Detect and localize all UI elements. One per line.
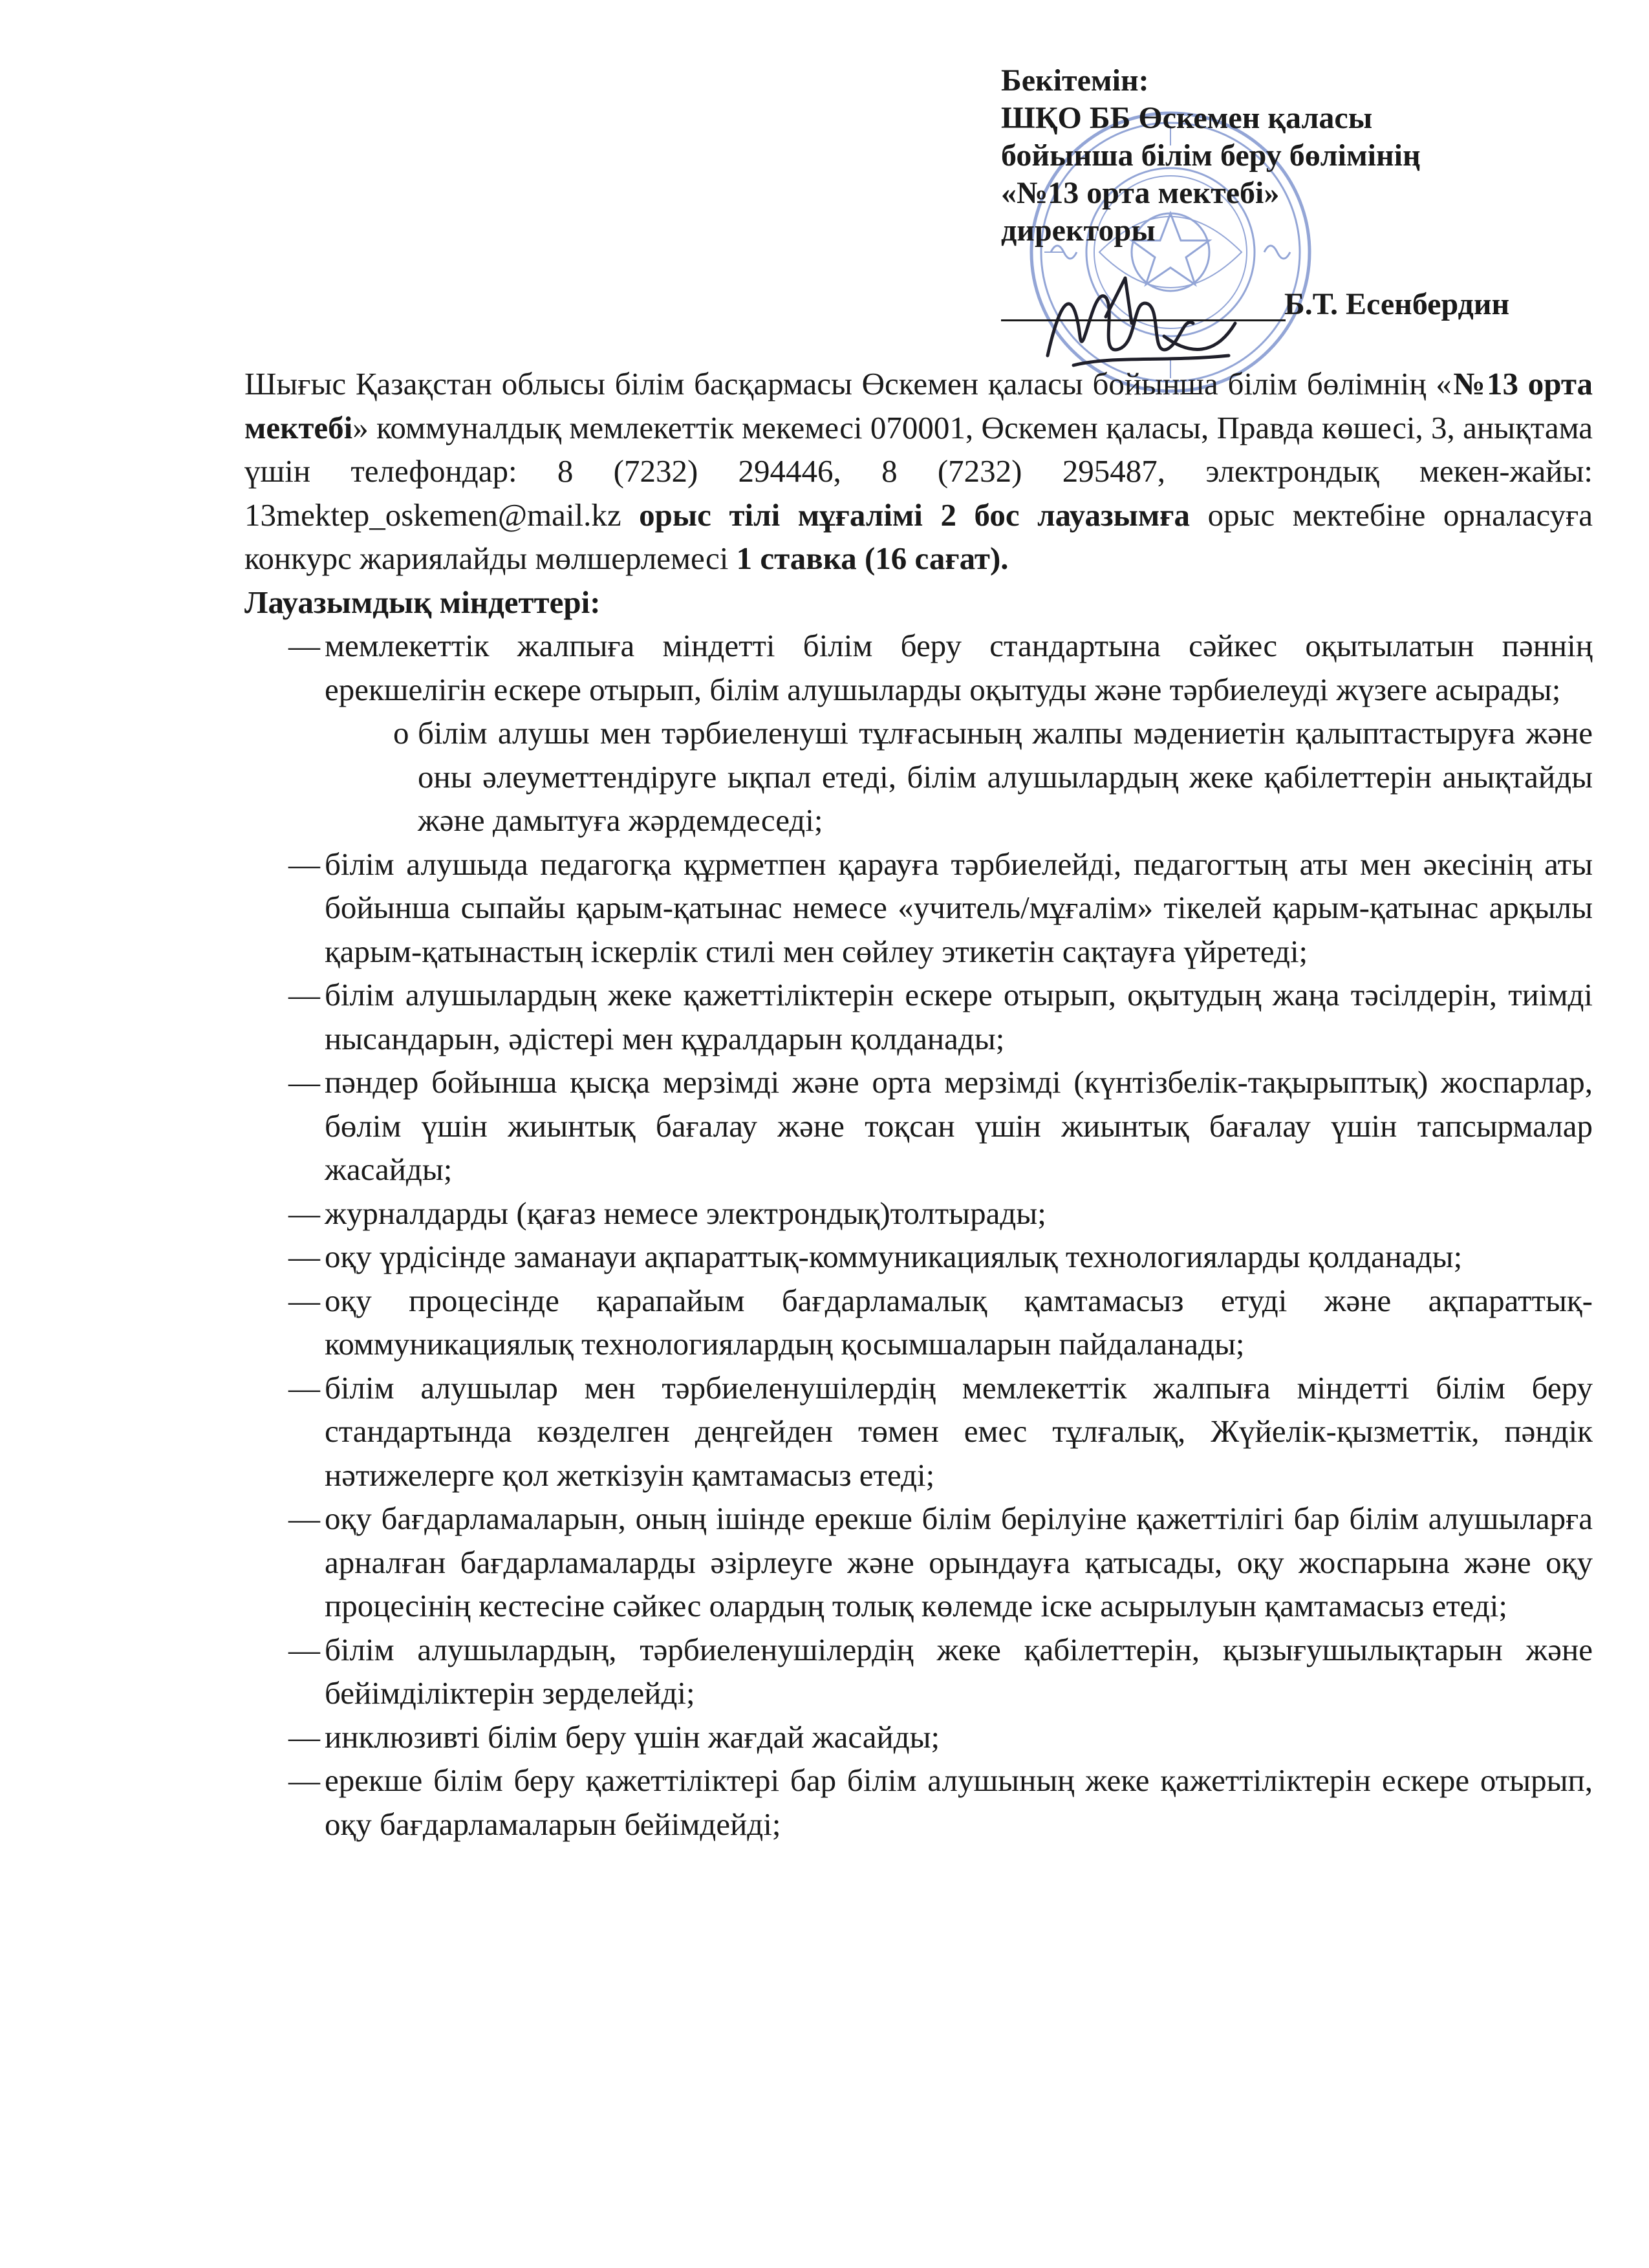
vacancy-position: орыс тілі мұғалімі 2 бос лауазымға xyxy=(639,497,1191,533)
dash-marker: — xyxy=(288,1064,320,1100)
approval-block xyxy=(1001,62,1583,250)
signer-name: Б.Т. Есенбердин xyxy=(1284,287,1510,321)
duty-text: білім алушылардың жеке қажеттіліктерін ескере отырып, оқытудың жаңа тәсілдерін, тиімді нысандарын, әдістері мен құралдарын қолданады; xyxy=(325,977,1593,1056)
intro-text: Шығыс Қазақстан облысы білім басқармасы Өскемен қаласы бойынша білім бөлімнің « xyxy=(244,366,1452,401)
duty-text: инклюзивті білім беру үшін жағдай жасайды; xyxy=(325,1718,940,1755)
duty-item xyxy=(244,1060,1593,1192)
announcement-paragraph xyxy=(244,362,1593,581)
duty-text: оқу процесінде қарапайым бағдарламалық қамтамасыз етуді және ақпараттық-коммуникациялық технологиялардың қосымшаларын пайдаланады; xyxy=(325,1282,1593,1362)
duty-item xyxy=(244,1497,1593,1628)
school-name: №13 орта мектебі xyxy=(244,366,1593,445)
approval-line: Бекітемін: xyxy=(1001,63,1149,98)
duty-text: оқу бағдарламаларын, оның ішінде ерекше білім берілуіне қажеттілігі бар білім алушыларға арналған бағдарламаларды әзірлеуге және орындауға қатысады, оқу жоспарына және оқу процесінің кестесіне сәйкес олардың толық көлемде іске асырылуын қамтамасыз етеді; xyxy=(325,1501,1593,1623)
intro-text: орыс мектебіне орналасуға конкурс жариялайды мөлшерлемесі xyxy=(244,497,1593,576)
approval-line: ШҚО ББ Өскемен қаласы xyxy=(1001,101,1373,135)
duty-item xyxy=(244,973,1593,1060)
duty-item xyxy=(244,1715,1593,1759)
duties-heading: Лауазымдық міндеттері: xyxy=(244,584,601,620)
dash-marker: — xyxy=(288,846,320,882)
duty-text: мемлекеттік жалпыға міндетті білім беру стандартына сәйкес оқытылатын пәннің ерекшелігін ескере отырып, білім алушыларды оқытуды және тәрбиелеуді жүзеге асырады; xyxy=(325,628,1593,707)
signature-row xyxy=(1001,286,1583,331)
approval-line: «№13 орта мектебі» xyxy=(1001,176,1280,210)
duty-text: білім алушылардың, тәрбиеленушілердің жеке қабілеттерін, қызығушылықтарын және бейімділіктерін зерделейді; xyxy=(325,1631,1593,1711)
duty-text: ерекше білім беру қажеттіліктері бар білім алушының жеке қажеттіліктерін ескере отырып, оқу бағдарламаларын бейімдейді; xyxy=(325,1762,1593,1842)
circle-bullet-marker: o xyxy=(393,715,409,751)
dash-marker: — xyxy=(288,1762,320,1798)
duty-item xyxy=(244,1235,1593,1279)
duty-text: білім алушы мен тәрбиеленуші тұлғасының жалпы мәдениетін қалыптастыруға және оны әлеуметтендіруге ықпал етеді, білім алушылардың жеке қабілеттерін анықтайды және дамытуға жәрдемдеседі; xyxy=(418,715,1593,838)
dash-marker: — xyxy=(288,977,320,1012)
duty-text: пәндер бойынша қысқа мерзімді және орта мерзімді (күнтізбелік-тақырыптық) жоспарлар, бөлім үшін жиынтық бағалау және тоқсан үшін жиынтық бағалау үшін тапсырмалар жасайды; xyxy=(325,1064,1593,1187)
duty-item xyxy=(244,1279,1593,1366)
dash-marker: — xyxy=(288,628,320,663)
dash-marker: — xyxy=(288,1718,320,1755)
duty-item xyxy=(244,711,1593,842)
dash-marker: — xyxy=(288,1369,320,1406)
dash-marker: — xyxy=(288,1501,320,1536)
approval-line: бойынша білім беру бөлімінің xyxy=(1001,138,1421,173)
duty-text: журналдарды (қағаз немесе электрондық)толтырады; xyxy=(325,1195,1046,1231)
duty-item xyxy=(244,1366,1593,1497)
signature-line xyxy=(1001,319,1286,321)
vacancy-rate: 1 ставка (16 сағат). xyxy=(736,540,1009,576)
document-body xyxy=(244,362,1593,1846)
duties-list xyxy=(244,624,1593,1846)
duty-item xyxy=(244,1628,1593,1715)
dash-marker: — xyxy=(288,1631,320,1667)
duty-item xyxy=(244,1192,1593,1236)
duty-text: білім алушылар мен тәрбиеленушілердің мемлекеттік жалпыға міндетті білім беру стандартында көзделген деңгейден төмен емес тұлғалық, Жүйелік-қызметтік, пәндік нәтижелерге қол жеткізуін қамтамасыз етеді; xyxy=(325,1369,1593,1493)
approval-line: директоры xyxy=(1001,213,1156,248)
dash-marker: — xyxy=(288,1282,320,1318)
duty-text: білім алушыда педагогқа құрметпен қарауға тәрбиелейді, педагогтың аты мен әкесінің аты бойынша сыпайы қарым-қатынас немесе «учитель/мұғалім» тікелей қарым-қатынас арқылы қарым-қатынастың іскерлік стилі мен сөйлеу этикетін сақтауға үйретеді; xyxy=(325,846,1593,969)
intro-text: » коммуналдық мемлекеттік мекемесі 070001, Өскемен қаласы, Правда көшесі, 3, анықтама үшін телефондар: 8 (7232) 294446, 8 (7232) 295487, электрондық мекен-жайы: 13mektep_oskemen@mail.kz xyxy=(244,409,1593,533)
duty-item xyxy=(244,842,1593,974)
duty-text: оқу үрдісінде заманауи ақпараттық-коммуникациялық технологияларды қолданады; xyxy=(325,1239,1463,1274)
duty-item xyxy=(244,1759,1593,1846)
dash-marker: — xyxy=(288,1195,320,1231)
duty-item xyxy=(244,624,1593,711)
dash-marker: — xyxy=(288,1239,320,1274)
